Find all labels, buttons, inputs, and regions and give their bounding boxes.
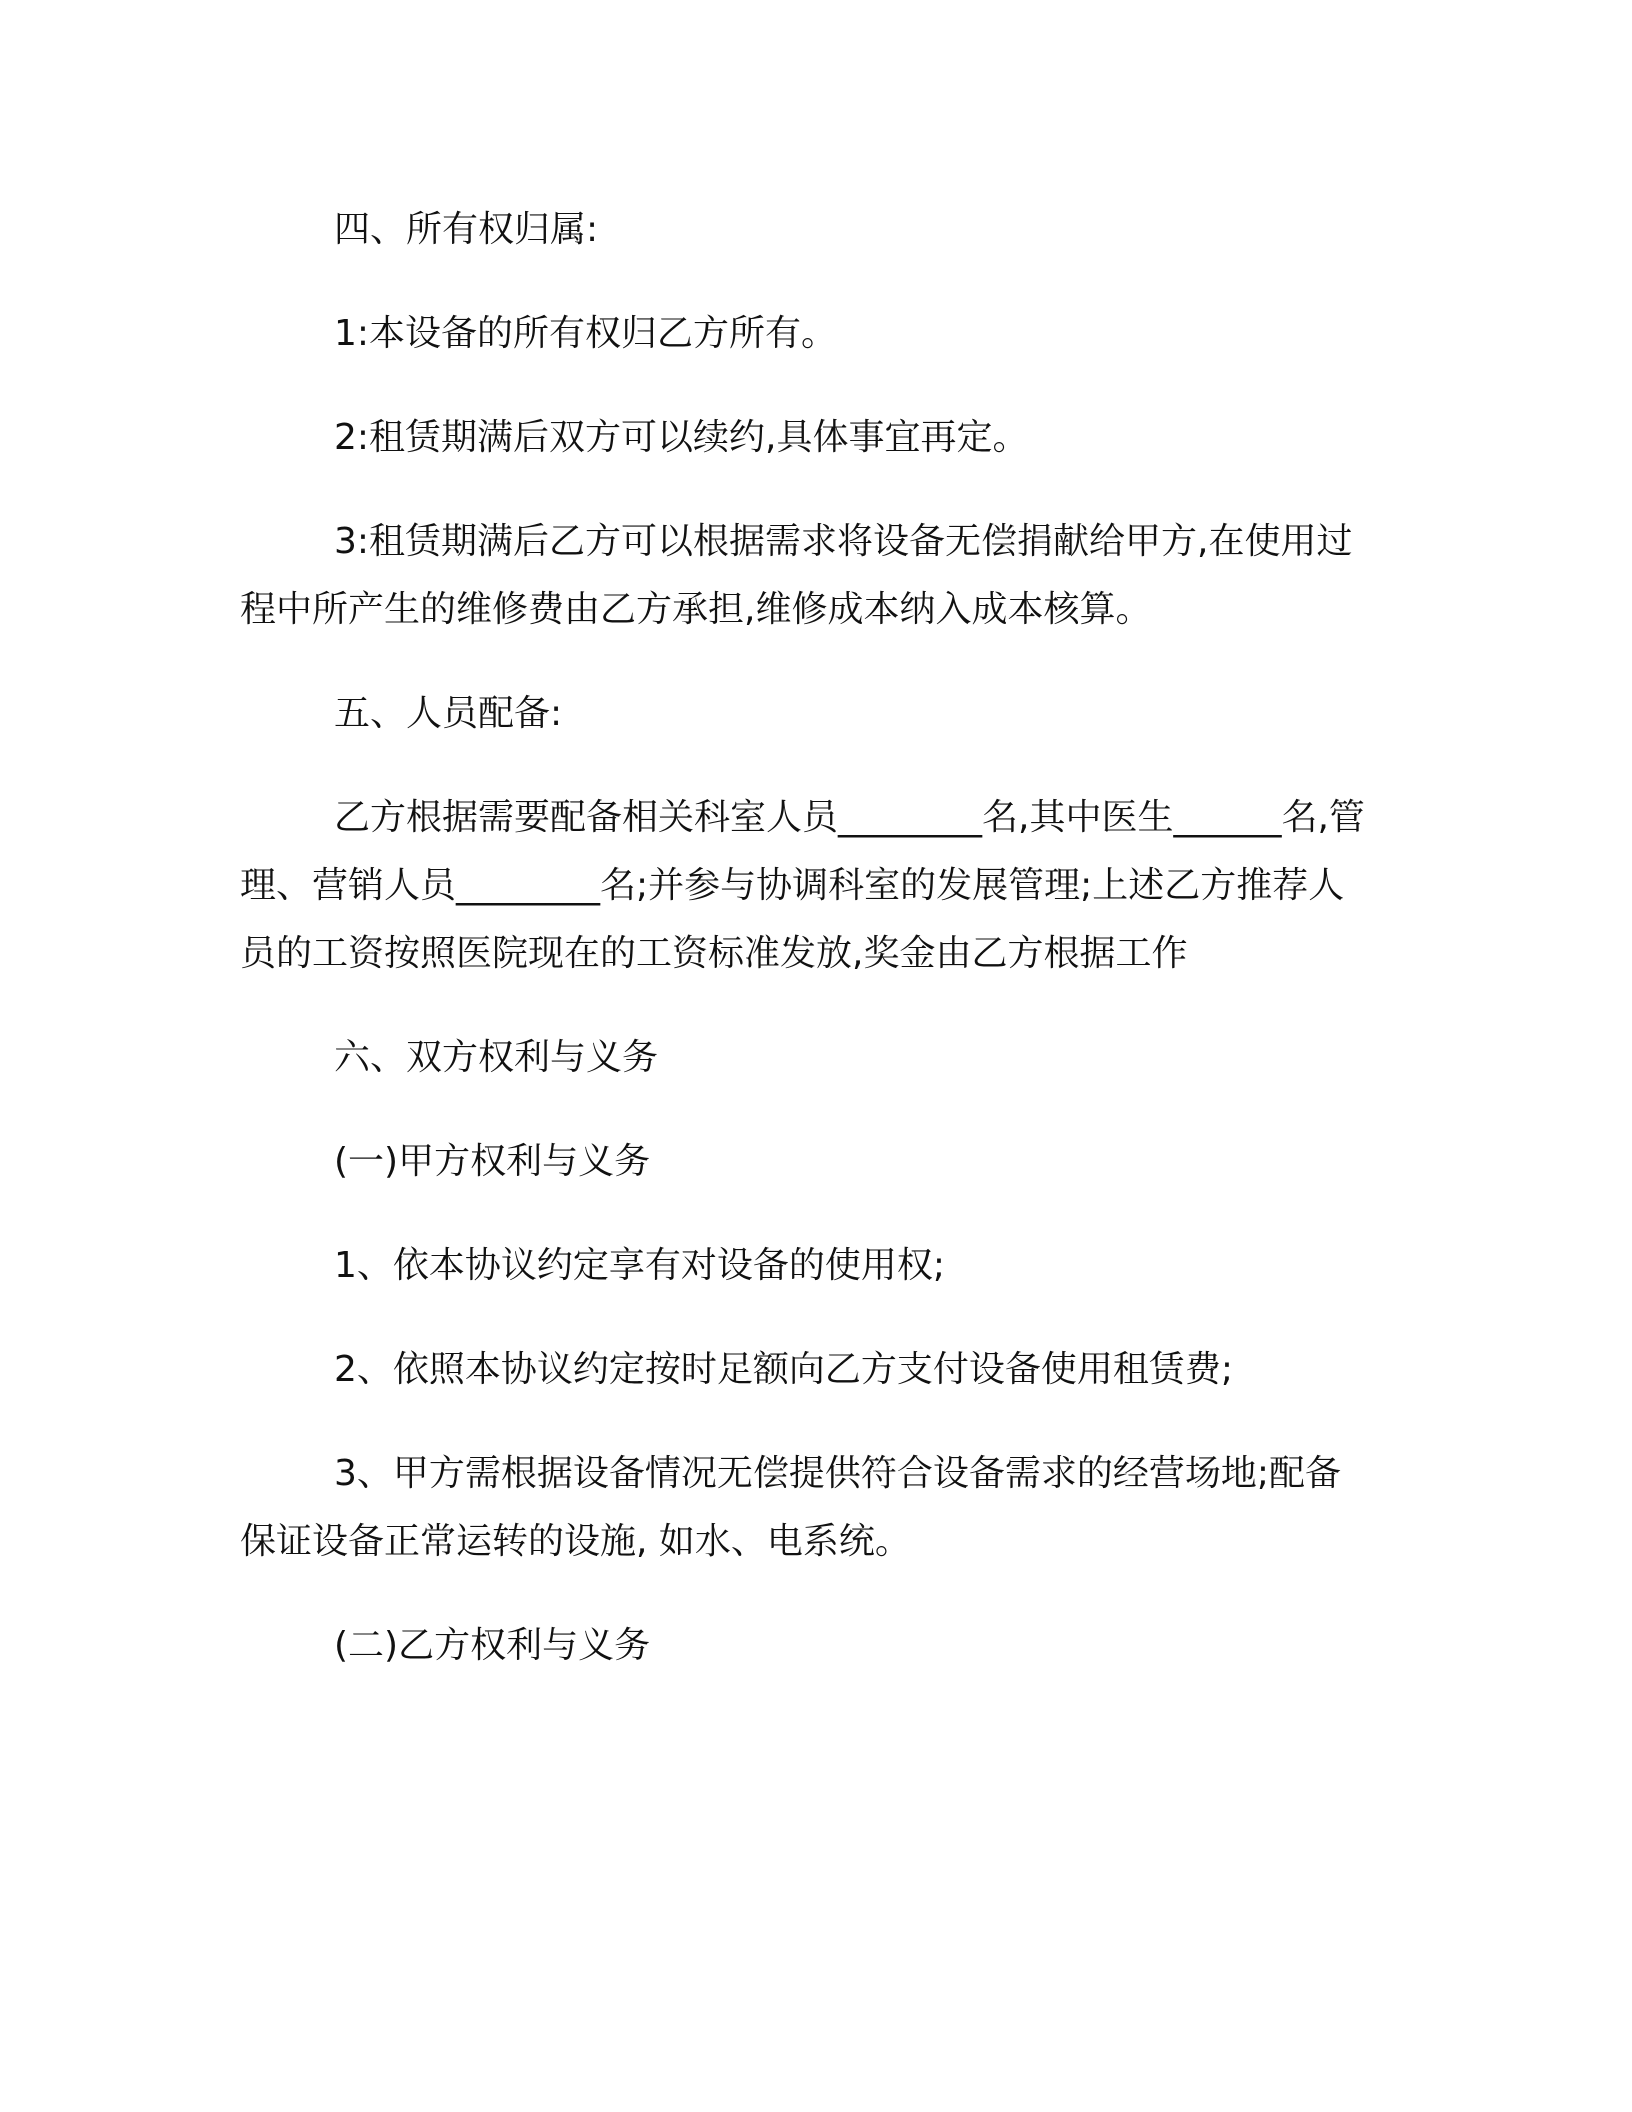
party-a-clause-1: 1、依本协议约定享有对设备的使用权; bbox=[334, 1245, 946, 1286]
party-a-clause-3: 3、甲方需根据设备情况无偿提供符合设备需求的经营场地;配备保证设备正常运转的设施, 如水、电系统。 bbox=[240, 1453, 1342, 1562]
ownership-clause-2: 2:租赁期满后双方可以续约,具体事宜再定。 bbox=[334, 417, 1029, 458]
staffing-clause: 乙方根据需要配备相关科室人员________名,其中医生______名,管理、营销人员________名;并参与协调科室的发展管理;上述乙方推荐人员的工资按照医院现在的工资标准发放,奖金由乙方根据工作 bbox=[240, 797, 1365, 974]
party-a-clause-2: 2、依照本协议约定按时足额向乙方支付设备使用租赁费; bbox=[334, 1349, 1234, 1390]
section-heading-ownership: 四、所有权归属: bbox=[334, 209, 599, 250]
ownership-clause-3: 3:租赁期满后乙方可以根据需求将设备无偿捐献给甲方,在使用过程中所产生的维修费由乙方承担,维修成本纳入成本核算。 bbox=[240, 521, 1353, 630]
document-body bbox=[240, 196, 1375, 1680]
subsection-heading-party-a: (一)甲方权利与义务 bbox=[334, 1141, 651, 1182]
section-heading-rights-obligations: 六、双方权利与义务 bbox=[334, 1037, 659, 1078]
ownership-clause-1: 1:本设备的所有权归乙方所有。 bbox=[334, 313, 838, 354]
subsection-heading-party-b: (二)乙方权利与义务 bbox=[334, 1625, 651, 1666]
section-heading-staffing: 五、人员配备: bbox=[334, 693, 563, 734]
